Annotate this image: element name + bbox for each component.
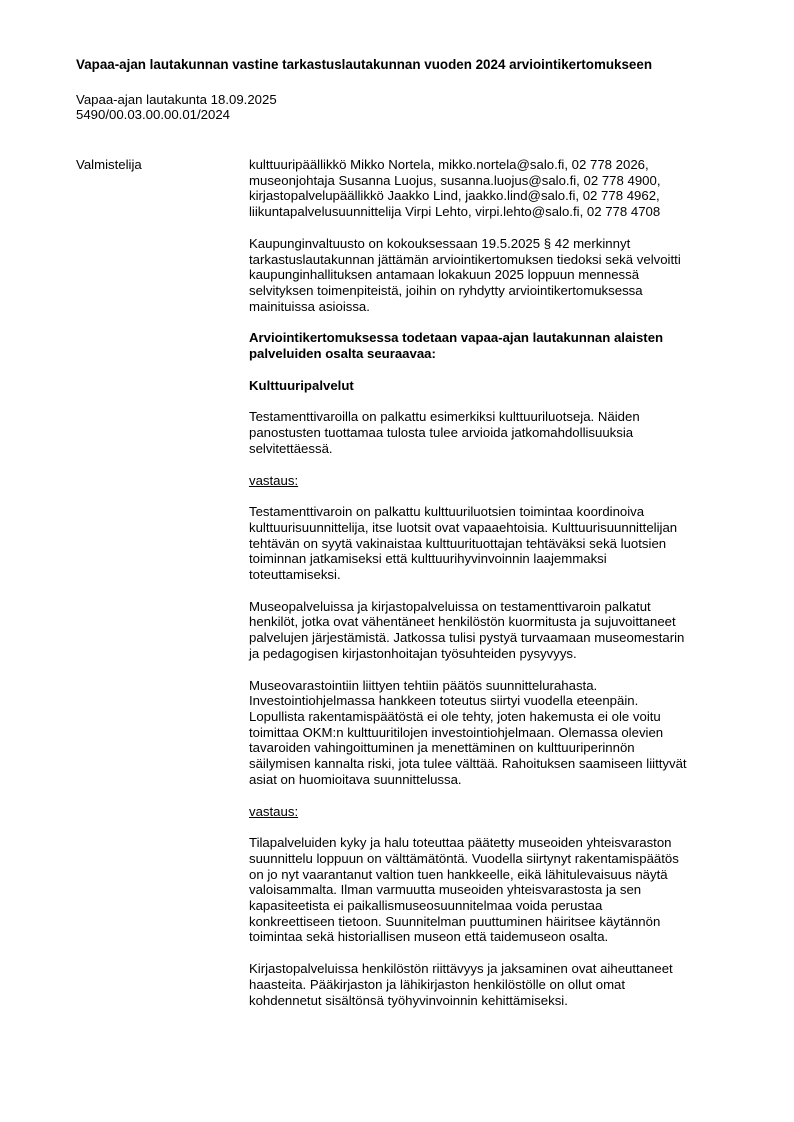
text-line: palveluiden osalta seuraavaa: [249,346,436,362]
text-line: panostusten tuottamaa tulosta tulee arvioida jatkomahdollisuuksia [249,425,634,441]
text-line: kulttuurisuunnittelija, itse luotsit ovat vapaaehtoisia. Kulttuurisuunnittelijan [249,519,678,535]
text-line: tavaroiden vahingoittuminen ja menettäminen on kulttuuriperinnön [249,740,635,756]
text-line: toteuttamiseksi. [249,567,341,583]
text-line: selvitettäessä. [249,440,333,456]
meeting-info: Vapaa-ajan lautakunta 18.09.2025 [76,92,277,107]
text-line: Testamenttivaroin on palkattu kulttuuriluotsien toimintaa koordinoiva [249,504,645,520]
text-line: on jo nyt vaarantanut valtion tuen hankkeelle, eikä lähitulevaisuus näytä [249,866,668,882]
body-paragraph [249,504,749,583]
text-line: mainituissa asioissa. [249,298,370,314]
text-line: toiminnan jatkamiseksi että kulttuurihyvinvoinnin laajemmaksi [249,551,607,567]
body-paragraph [249,678,749,788]
document-title: Vapaa-ajan lautakunnan vastine tarkastuslautakunnan vuoden 2024 arviointikertomukseen [76,57,652,72]
case-number: 5490/00.03.00.00.01/2024 [76,107,231,122]
text-line: suunnittelu loppuun on välttämätöntä. Vuodella siirtynyt rakentamispäätös [249,850,679,866]
body-paragraph [249,961,749,1008]
text-line: konkreettiseen tietoon. Suunnitelman puuttuminen häiritsee käytännön [249,913,661,929]
text-line: Tilapalveluiden kyky ja halu toteuttaa päätetty museoiden yhteisvaraston [249,835,672,851]
preparer-label: Valmistelija [76,157,142,172]
text-line: Investointiohjelmassa hankkeen toteutus siirtyi vuodella eteenpäin. [249,693,639,709]
text-line: ja pedagogisen kirjastonhoitajan työsuhteiden pysyvyys. [249,645,577,661]
text-line: Kirjastopalveluissa henkilöstön riittävyys ja jaksaminen ovat aiheuttaneet [249,961,673,977]
text-line: Testamenttivaroilla on palkattu esimerkiksi kulttuuriluotseja. Näiden [249,409,640,425]
preparer-line: museonjohtaja Susanna Luojus, susanna.luojus@salo.fi, 02 778 4900, [249,172,661,188]
text-line: selvityksen toimenpiteistä, joihin on ryhdytty arviointikertomuksessa [249,282,643,298]
text-line: kohdennetut sisältönsä työhyvinvoinnin kehittämiseksi. [249,992,568,1008]
body-paragraph [249,835,749,945]
text-line: Lopullista rakentamispäätöstä ei ole tehty, joten hakemusta ei ole voitu [249,708,661,724]
text-line: valoisammalta. Ilman varmuutta museoiden yhteisvarastosta ja sen [249,882,642,898]
text-line: vastaus: [249,803,299,819]
body-paragraph [249,599,749,662]
text-line: kaupunginhallituksen antamaan lokakuun 2025 loppuun mennessä [249,267,640,283]
response-label [249,473,749,489]
text-line: tehtävän on syytä vakinaistaa kulttuurituottajan tehtäväksi sekä luotsien [249,535,667,551]
document-body [249,157,749,1024]
text-line: henkilöt, jotka ovat vähentäneet henkilöstön kuormitusta ja sujuvoittaneet [249,614,676,630]
text-line: palvelujen järjestämistä. Jatkossa tulisi pystyä turvaamaan museomestarin [249,630,685,646]
response-label [249,804,749,820]
text-line: haasteita. Pääkirjaston ja lähikirjaston henkilöstölle on ollut omat [249,976,626,992]
text-line: toimittaa OKM:n kulttuuritilojen investointiohjelmaan. Olemassa olevien [249,724,664,740]
text-line: säilymisen kannalta riski, jota tulee välttää. Rahoituksen saamiseen liittyvät [249,756,687,772]
bold-statement [249,330,749,361]
text-line: toimintaa sekä historiallisen museon että taidemuseon osalta. [249,929,609,945]
text-line: kapasiteetista ei paikallismuseosuunnitelmaa voida perustaa [249,898,603,914]
section-heading [249,378,749,394]
preparer-line: liikuntapalvelusuunnittelija Virpi Lehto, virpi.lehto@salo.fi, 02 778 4708 [249,204,661,220]
text-line: asiat on huomioitava suunnittelussa. [249,771,462,787]
preparer-line: kirjastopalvelupäällikkö Jaakko Lind, jaakko.lind@salo.fi, 02 778 4962, [249,188,660,204]
text-line: Museopalveluissa ja kirjastopalveluissa on testamenttivaroin palkatut [249,598,651,614]
text-line: vastaus: [249,472,299,488]
text-line: Museovarastointiin liittyen tehtiin päätös suunnittelurahasta. [249,677,598,693]
text-line: Arviointikertomuksessa todetaan vapaa-ajan lautakunnan alaisten [249,330,664,346]
paragraphs-container [249,236,749,1008]
text-line: tarkastuslautakunnan jättämän arviointikertomuksen tiedoksi sekä velvoitti [249,251,681,267]
body-paragraph [249,409,749,456]
body-paragraph [249,236,749,315]
preparer-line: kulttuuripäällikkö Mikko Nortela, mikko.nortela@salo.fi, 02 778 2026, [249,157,649,172]
text-line: Kulttuuripalvelut [249,377,354,393]
preparer-list [249,157,749,220]
text-line: Kaupunginvaltuusto on kokouksessaan 19.5.2025 § 42 merkinnyt [249,235,631,251]
